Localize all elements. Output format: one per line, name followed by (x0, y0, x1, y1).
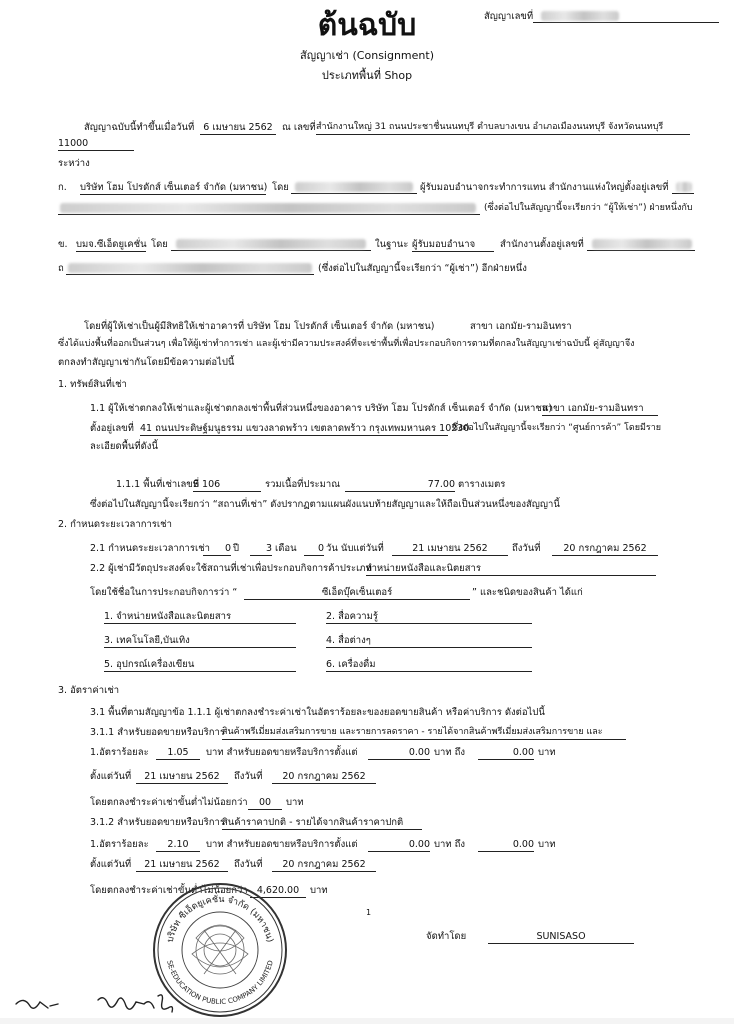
section-1-heading: 1. ทรัพย์สินที่เช่า (58, 379, 127, 390)
between-label: ระหว่าง (58, 158, 90, 169)
product-item-4: 4. สื่อต่างๆ (326, 634, 532, 648)
rate-1-until-label: ถึงวันที่ (234, 771, 263, 782)
min-rent-2-unit: บาท (310, 885, 328, 896)
redacted-signer-a (295, 182, 413, 192)
product-item-5: 5. อุปกรณ์เครื่องเขียน (104, 658, 296, 672)
product-item-3: 3. เทคโนโลยี,บันเทิง (104, 634, 296, 648)
min-rent-1-label: โดยตกลงชำระค่าเช่าขั้นต่ำไม่น้อยกว่า (90, 797, 248, 808)
rate-1-since-label: ตั้งแต่วันที่ (90, 771, 132, 782)
min-rent-1: 00 (248, 796, 282, 810)
trade-name: ซีเอ็ดบุ๊คเซ็นเตอร์ (244, 586, 470, 600)
section-2-heading: 2. กำหนดระยะเวลาการเช่า (58, 519, 172, 530)
area-label: รวมเนื้อที่ประมาณ (265, 479, 341, 490)
rate-1-mid: บาท สำหรับยอดขายหรือบริการตั้งแต่ (206, 747, 358, 758)
rate-1-until: 20 กรกฎาคม 2562 (272, 770, 376, 784)
redacted-address-a-2 (60, 203, 476, 213)
rate-1-to: บาท ถึง (434, 747, 466, 758)
term-years: 0 (203, 542, 231, 556)
made-date-label: สัญญาฉบับนี้ทำขึ้นเมื่อวันที่ (84, 122, 195, 133)
section-3-heading: 3. อัตราค่าเช่า (58, 685, 120, 696)
address: สำนักงานใหญ่ 31 ถนนประชาชื่นนนทบุรี ตำบลบางเขน อำเภอเมืองนนทบุรี จังหวัดนนทบุรี (316, 121, 690, 135)
recital-line-2: ซึ่งได้แบ่งพื้นที่ออกเป็นส่วนๆ เพื่อให้ผู้เช่าทำการเช่า และผู้เช่ามีความประสงค์ที่จะเช่าพื้นที่เพื่อประกอบกิจการตามที่ตกลงในสัญญาเช่าฉบับนี้ คู่สัญญาจึง (58, 339, 635, 349)
rate-2-mid: บาท สำหรับยอดขายหรือบริการตั้งแต่ (206, 839, 358, 850)
recital-branch: สาขา เอกมัย-รามอินทรา (470, 321, 572, 332)
contract-no-label: สัญญาเลขที่ (484, 11, 534, 22)
party-b-address-prefix: ถ (58, 263, 64, 274)
party-a-refer: (ซึ่งต่อไปในสัญญานี้จะเรียกว่า “ผู้ให้เช่า”) ฝ่ายหนึ่งกับ (484, 203, 693, 213)
party-a-authorized: ผู้รับมอบอำนาจกระทำการแทน สำนักงานแห่งใหญ่ตั้งอยู่เลขที่ (420, 182, 669, 193)
min-rent-1-unit: บาท (286, 797, 304, 808)
party-b-refer: (ซึ่งต่อไปในสัญญานี้จะเรียกว่า “ผู้เช่า”) อีกฝ่ายหนึ่ง (318, 263, 527, 274)
rate-2-since: 21 เมษายน 2562 (136, 858, 228, 872)
svg-text:บริษัท ซีเอ็ดยูเคชั่น จำกัด (ม (166, 892, 275, 943)
business-type: จำหน่ายหนังสือและนิตยสาร (366, 562, 656, 576)
party-b-capacity: ผู้รับมอบอำนาจ (412, 238, 494, 252)
rate-1-label: 1.อัตราร้อยละ (90, 747, 149, 758)
seal-top-text: บริษัท ซีเอ็ดยูเคชั่น จำกัด (มหาชน) (165, 894, 275, 944)
party-b-capacity-label: ในฐานะ (375, 239, 409, 250)
party-b-office-label: สำนักงานตั้งอยู่เลขที่ (500, 239, 584, 250)
product-item-1: 1. จำหน่ายหนังสือและนิตยสาร (104, 610, 296, 624)
handwritten-signature (14, 990, 179, 1018)
prepared-by: SUNISASO (488, 930, 634, 944)
rate-2-label: 1.อัตราร้อยละ (90, 839, 149, 850)
document-title: ต้นฉบับ (317, 8, 417, 43)
page-bottom-edge (0, 1018, 734, 1024)
rate-2-since-label: ตั้งแต่วันที่ (90, 859, 132, 870)
clause-1-1: 1.1 ผู้ให้เช่าตกลงให้เช่าและผู้เช่าตกลงเช่าพื้นที่ส่วนหนึ่งของอาคาร บริษัท โฮม โปรดักส์ เซ็นเตอร์ จำกัด (มหาชน) (90, 403, 553, 414)
rate-2-max: 0.00 (478, 838, 534, 852)
party-a-name: บริษัท โฮม โปรดักส์ เซ็นเตอร์ จำกัด (มหาชน) (80, 182, 268, 193)
clause-1-1-refer: ซึ่งต่อไปในสัญญานี้จะเรียกว่า “ศูนย์การค้า” โดยมีราย (452, 423, 662, 433)
prepared-by-label: จัดทำโดย (426, 931, 467, 942)
term-months: 3 (250, 542, 272, 556)
recital-line-1: โดยที่ผู้ให้เช่าเป็นผู้มีสิทธิให้เช่าอาคารที่ บริษัท โฮม โปรดักส์ เซ็นเตอร์ จำกัด (มหาชน) (84, 321, 435, 332)
party-b-prefix: ข. (58, 239, 68, 250)
min-rent-2: 4,620.00 (250, 884, 306, 898)
clause-1-1-branch: สาขา เอกมัย-รามอินทรา (542, 402, 658, 416)
product-item-6: 6. เครื่องดื่ม (326, 658, 532, 672)
term-months-unit: เดือน (275, 543, 297, 554)
contract-subtitle: สัญญาเช่า (Consignment) (299, 49, 434, 62)
clause-1-1-1-refer: ซึ่งต่อไปในสัญญานี้จะเรียกว่า “สถานที่เช่า” ดังปรากฏตามแผนผังแนบท้ายสัญญาและให้ถือเป็นส่วนหนึ่งของสัญญานี้ (90, 499, 560, 510)
clause-3-1-2-value: สินค้าราคาปกติ - รายได้จากสินค้าราคาปกติ (222, 816, 422, 830)
rate-2-min: 0.00 (368, 838, 430, 852)
clause-3-1-1-value: สินค้าพรีเมี่ยมส่งเสริมการขาย และรายการลดราคา - รายได้จากสินค้าพรีเมี่ยมส่งเสริมการขาย และ (222, 726, 626, 740)
term-end-label: ถึงวันที่ (512, 543, 541, 554)
clause-3-1: 3.1 พื้นที่ตามสัญญาข้อ 1.1.1 ผู้เช่าตกลงชำระค่าเช่าในอัตราร้อยละของยอดขายสินค้า หรือค่าบริการ ดังต่อไปนี้ (90, 707, 545, 718)
clause-1-1-location: 41 ถนนประดิษฐ์มนูธรรม แขวงลาดพร้าว เขตลาดพร้าว กรุงเทพมหานคร 10230 (140, 423, 470, 434)
term-years-unit: ปี (233, 543, 240, 554)
rate-1-since: 21 เมษายน 2562 (136, 770, 228, 784)
redacted-contract-no (541, 11, 619, 21)
clause-3-1-2-label: 3.1.2 สำหรับยอดขายหรือบริการ (90, 817, 225, 828)
rate-2-unit: บาท (538, 839, 556, 850)
party-a-prefix: ก. (58, 182, 67, 193)
page-number: 1 (366, 908, 372, 917)
party-b-by-label: โดย (151, 239, 168, 250)
redacted-address-a (676, 182, 692, 192)
clause-2-1-label: 2.1 กำหนดระยะเวลาการเช่า (90, 543, 210, 554)
clause-1-1-location-label: ตั้งอยู่เลขที่ (90, 423, 134, 434)
rate-1-unit: บาท (538, 747, 556, 758)
clause-1-1-1-label: 1.1.1 พื้นที่เช่าเลขที่ (116, 479, 200, 490)
postcode: 11000 (58, 137, 134, 151)
made-date: 6 เมษายน 2562 (200, 121, 276, 135)
rate-2-until: 20 กรกฎาคม 2562 (272, 858, 376, 872)
seal-bottom-text: SE-EDUCATION PUBLIC COMPANY LIMITED (165, 959, 275, 1007)
redacted-signer-b (176, 239, 366, 249)
clause-3-1-1-label: 3.1.1 สำหรับยอดขายหรือบริการ (90, 727, 225, 738)
term-start: 21 เมษายน 2562 (392, 542, 508, 556)
area-value: 77.00 (345, 478, 455, 492)
unit-number: S 106 (193, 478, 261, 492)
area-unit: ตารางเมตร (458, 479, 506, 490)
trade-name-end: ” และชนิดของสินค้า ได้แก่ (472, 587, 583, 598)
rate-1-max: 0.00 (478, 746, 534, 760)
rate-2-until-label: ถึงวันที่ (234, 859, 263, 870)
clause-2-2-label: 2.2 ผู้เช่ามีวัตถุประสงค์จะใช้สถานที่เช่าเพื่อประกอบกิจการค้าประเภท (90, 563, 372, 574)
min-rent-2-label: โดยตกลงชำระค่าเช่าขั้นต่ำไม่น้อยกว่า (90, 885, 248, 896)
clause-1-1-end: ละเอียดพื้นที่ดังนี้ (90, 441, 158, 452)
party-a-by-label: โดย (272, 182, 289, 193)
redacted-address-b (68, 263, 312, 273)
recital-line-3: ตกลงทำสัญญาเช่ากันโดยมีข้อความต่อไปนี้ (58, 357, 235, 368)
term-end: 20 กรกฎาคม 2562 (552, 542, 658, 556)
area-type: ประเภทพื้นที่ Shop (321, 69, 413, 82)
term-days: 0 (304, 542, 324, 556)
term-days-unit: วัน นับแต่วันที่ (326, 543, 384, 554)
rate-2-to: บาท ถึง (434, 839, 466, 850)
redacted-office-b (592, 239, 692, 249)
rate-1-min: 0.00 (368, 746, 430, 760)
party-b-name: บมจ.ซีเอ็ดยูเคชั่น (76, 239, 147, 250)
rate-2-value: 2.10 (156, 838, 200, 852)
rate-1-value: 1.05 (156, 746, 200, 760)
trade-name-label: โดยใช้ชื่อในการประกอบกิจการว่า “ (90, 587, 238, 598)
product-item-2: 2. สื่อความรู้ (326, 610, 532, 624)
address-label: ณ เลขที่ (282, 122, 316, 133)
